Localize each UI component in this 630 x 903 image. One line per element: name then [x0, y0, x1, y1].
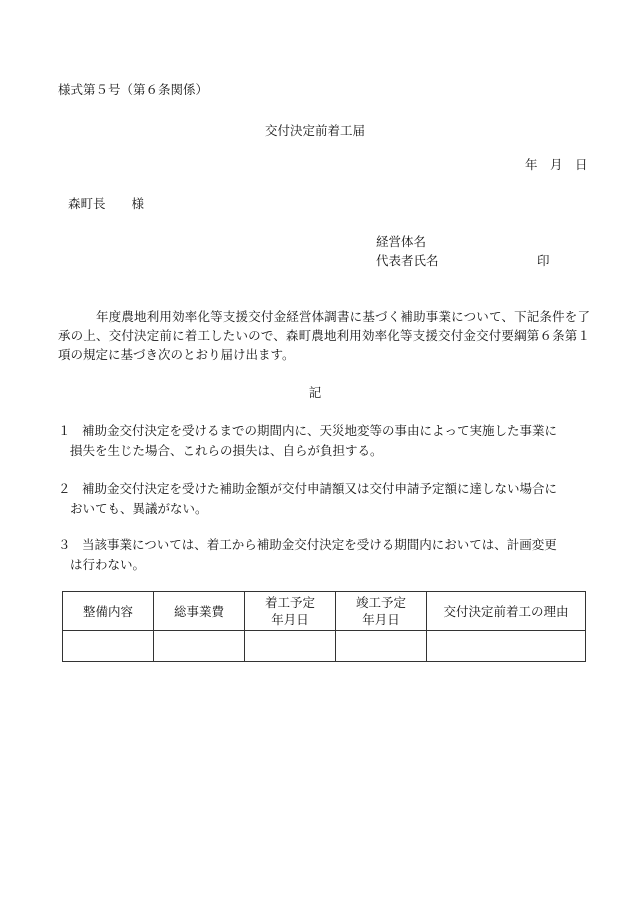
item-text: [58, 421, 590, 461]
seal-mark: 印: [537, 253, 550, 268]
table-row: [63, 631, 586, 662]
item-line: 補助金交付決定を受けた補助金額が交付申請額又は交付申請予定額に達しない場合に: [82, 481, 558, 496]
entity-name-label: 経営体名: [376, 234, 427, 249]
header-total-cost: 総事業費: [154, 592, 245, 631]
item-line: 補助金交付決定を受けるまでの期間内に、天災地変等の事由によって実施した事業に: [82, 423, 558, 438]
ki-heading: 記: [308, 385, 322, 400]
header-completion-date: 竣工予定 年月日: [336, 592, 427, 631]
condition-item: [58, 479, 590, 519]
sender-block: [376, 232, 439, 270]
date-line: 年 月 日: [525, 157, 588, 172]
document-title: 交付決定前着工届: [264, 123, 365, 138]
item-number: ２: [58, 481, 71, 496]
schedule-table: [62, 591, 586, 662]
item-text: [58, 479, 590, 519]
table-header-row: [63, 592, 586, 631]
recipient-honorific: 様: [131, 196, 145, 211]
form-number: 様式第５号（第６条関係）: [58, 82, 209, 97]
header-start-date: 着工予定 年月日: [245, 592, 336, 631]
condition-item: [58, 421, 590, 461]
item-number: １: [58, 423, 71, 438]
table-cell[interactable]: [427, 631, 586, 662]
table-cell[interactable]: [245, 631, 336, 662]
table-cell[interactable]: [336, 631, 427, 662]
table-cell[interactable]: [63, 631, 154, 662]
item-line: 当該事業については、着工から補助金交付決定を受ける期間内においては、計画変更: [82, 537, 557, 552]
header-work-content: 整備内容: [63, 592, 154, 631]
item-text: [58, 535, 590, 575]
condition-item: [58, 535, 590, 575]
recipient: [68, 194, 144, 212]
table-cell[interactable]: [154, 631, 245, 662]
item-line: は行わない。: [70, 557, 146, 572]
recipient-name: 森町長: [68, 196, 106, 211]
item-line: おいても、異議がない。: [70, 501, 208, 516]
item-line: 損失を生じた場合、これらの損失は、自らが負担する。: [70, 443, 383, 458]
header-reason: 交付決定前着工の理由: [427, 592, 586, 631]
body-paragraph: 年度農地利用効率化等支援交付金経営体調書に基づく補助事業について、下記条件を了承の上、交付決定前に着工したいので、森町農地利用効率化等支援交付金交付要綱第６条第１項の規定に基づき次のとおり届け出ます。: [58, 309, 590, 362]
representative-name-label: 代表者氏名: [376, 253, 439, 268]
item-number: ３: [58, 537, 71, 552]
